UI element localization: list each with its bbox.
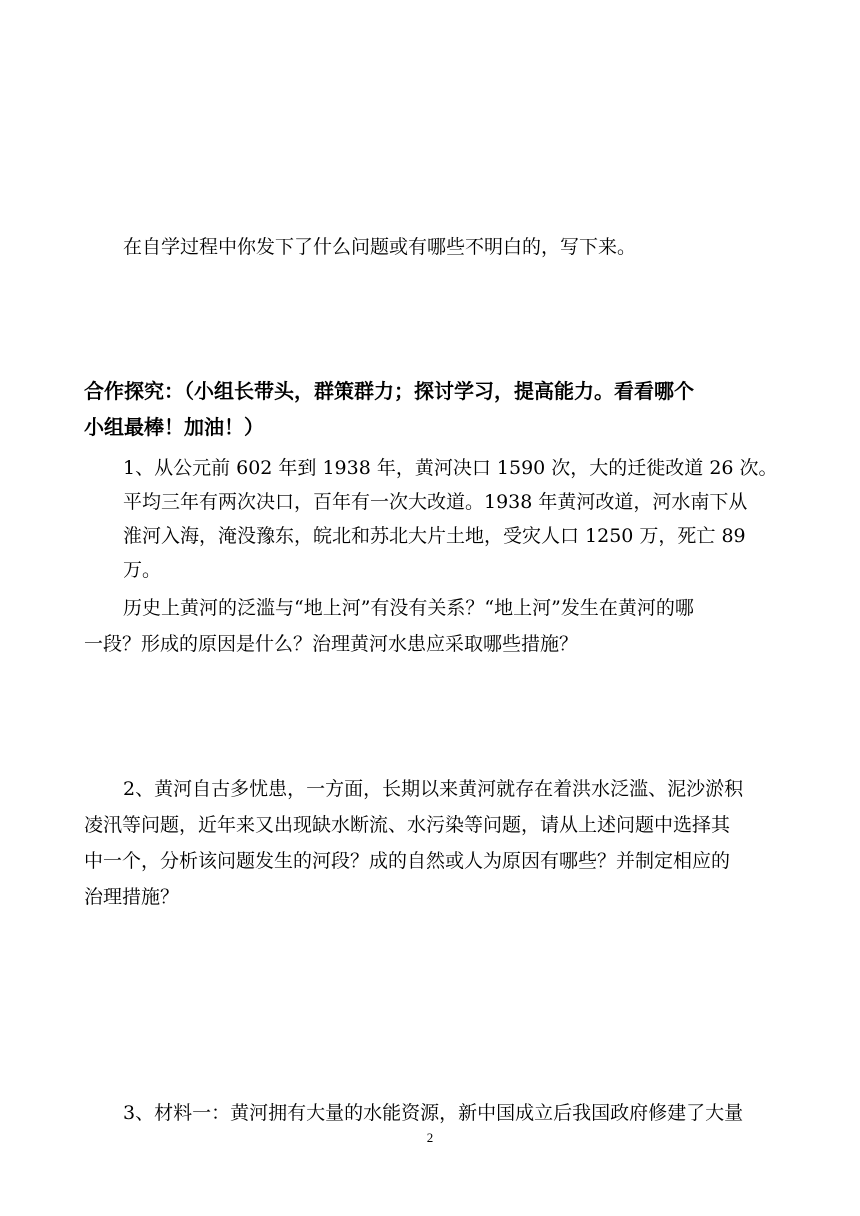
page-number: 2 <box>426 1130 434 1145</box>
item3-line-1: 3、材料一：黄河拥有大量的水能资源，新中国成立后我国政府修建了大量 <box>123 1102 744 1124</box>
item1-question-line-1: 历史上黄河的泛滥与“地上河”有没有关系？“地上河”发生在黄河的哪 <box>123 597 694 619</box>
item2-line-2: 凌汛等问题，近年来又出现缺水断流、水污染等问题，请从上述问题中选择其 <box>84 814 731 836</box>
section-heading-line-2: 小组最棒！加油！） <box>84 415 264 439</box>
item1-question-line-2: 一段？形成的原因是什么？治理黄河水患应采取哪些措施？ <box>84 633 579 655</box>
item1-line-2: 平均三年有两次决口，百年有一次大改道。1938 年黄河改道，河水南下从 <box>123 491 748 513</box>
section-heading-line-1: 合作探究：（小组长带头，群策群力；探讨学习，提高能力。看看哪个 <box>84 379 694 403</box>
item1-line-4: 万。 <box>123 559 162 581</box>
item2-line-3: 中一个，分析该问题发生的河段？成的自然或人为原因有哪些？并制定相应的 <box>84 850 731 872</box>
item2-line-1: 2、黄河自古多忧患，一方面，长期以来黄河就存在着洪水泛滥、泥沙淤积 <box>123 778 744 800</box>
self-study-prompt: 在自学过程中你发下了什么问题或有哪些不明白的，写下来。 <box>123 236 637 258</box>
item1-line-1: 1、从公元前 602 年到 1938 年，黄河决口 1590 次，大的迁徙改道 26 次。 <box>123 457 778 479</box>
item2-line-4: 治理措施？ <box>84 886 180 908</box>
item1-line-3: 淮河入海，淹没豫东，皖北和苏北大片土地，受灾人口 1250 万，死亡 89 <box>123 525 746 547</box>
